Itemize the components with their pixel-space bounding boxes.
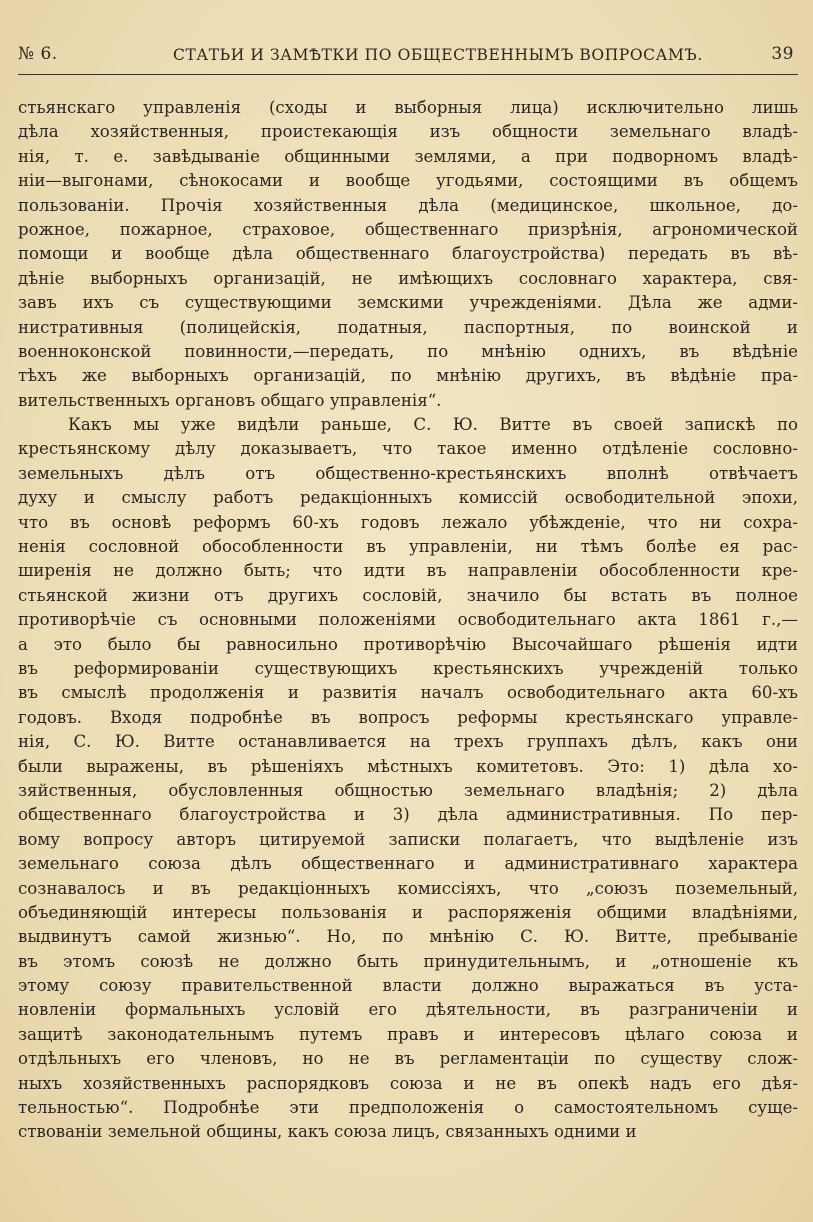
text-line: выдвинутъ самой жизнью“. Но, по мнѣнію С. Ю. Витте, пребываніе (18, 927, 798, 947)
text-line: годовъ. Входя подробнѣе въ вопросъ реформы крестьянскаго управле- (18, 707, 798, 727)
text-line: завъ ихъ съ существующими земскими учрежденіями. Дѣла же адми- (18, 293, 798, 313)
issue-number: № 6. (18, 44, 58, 64)
text-line: духу и смыслу работъ редакціонныхъ комиссій освободительной эпохи, (18, 488, 798, 508)
text-line: ніи—выгонами, сѣнокосами и вообще угодьями, состоящими въ общемъ (18, 171, 798, 191)
text-line: защитѣ законодательнымъ путемъ правъ и интересовъ цѣлаго союза и (18, 1024, 798, 1044)
text-line: въ реформированіи существующихъ крестьянскихъ учрежденій только (18, 658, 798, 678)
page-number: 39 (771, 44, 794, 64)
text-line: ныхъ хозяйственныхъ распорядковъ союза и не въ опекѣ надъ его дѣя- (18, 1073, 798, 1093)
text-line: вому вопросу авторъ цитируемой записки полагаетъ, что выдѣленіе изъ (18, 829, 798, 849)
text-line: объединяющій интересы пользованія и распоряженія общими владѣніями, (18, 902, 798, 922)
text-line: въ смыслѣ продолженія и развитія началъ освободительнаго акта 60-хъ (18, 683, 798, 703)
text-line: отдѣльныхъ его членовъ, но не въ регламентаціи по существу слож- (18, 1049, 798, 1069)
text-line: тельностью“. Подробнѣе эти предположенія о самостоятельномъ суще- (18, 1098, 798, 1118)
text-line: сознавалось и въ редакціонныхъ комиссіяхъ, что „союзъ поземельный, (18, 878, 798, 898)
text-line: стьянскаго управленія (сходы и выборныя лица) исключительно лишь (18, 98, 798, 117)
text-line: пользованіи. Прочія хозяйственныя дѣла (медицинское, школьное, до- (18, 195, 798, 215)
text-line: земельныхъ дѣлъ отъ общественно-крестьянскихъ вполнѣ отвѣчаетъ (18, 463, 798, 483)
text-line: стьянской жизни отъ другихъ сословій, значило бы встать въ полное (18, 585, 798, 605)
text-line: земельнаго союза дѣлъ общественнаго и административнаго характера (18, 854, 798, 874)
text-line: крестьянскому дѣлу доказываетъ, что такое именно отдѣленіе сословно- (18, 439, 798, 459)
text-line: нія, С. Ю. Витте останавливается на трехъ группахъ дѣлъ, какъ они (18, 732, 798, 752)
text-line: помощи и вообще дѣла общественнаго благоустройства) передать въ вѣ- (18, 244, 798, 264)
section-title: СТАТЬИ И ЗАМѢТКИ ПО ОБЩЕСТВЕННЫМЪ ВОПРОСАМЪ. (173, 46, 703, 64)
text-line: дѣніе выборныхъ организацій, не имѣющихъ сословнаго характера, свя- (18, 268, 798, 288)
text-line: новленіи формальныхъ условій его дѣятельности, въ разграниченіи и (18, 1000, 798, 1020)
article-body (18, 96, 798, 1145)
text-line: тѣхъ же выборныхъ организацій, по мнѣнію другихъ, въ вѣдѣніе пра- (18, 366, 798, 386)
text-line: Какъ мы уже видѣли раньше, С. Ю. Витте въ своей запискѣ по (68, 415, 798, 435)
text-line: ширенія не должно быть; что идти въ направленіи обособленности кре- (18, 561, 798, 581)
text-line: нистративныя (полицейскія, податныя, паспортныя, по воинской и (18, 317, 798, 337)
text-line: противорѣчіе съ основными положеніями освободительнаго акта 1861 г.,— (18, 610, 798, 630)
text-line: этому союзу правительственной власти должно выражаться въ уста- (18, 976, 798, 996)
running-header (18, 44, 798, 70)
text-line: вительственныхъ органовъ общаго управленія“. (18, 390, 442, 410)
text-line: ствованіи земельной общины, какъ союза лицъ, связанныхъ одними и (18, 1122, 637, 1142)
text-line: а это было бы равносильно противорѣчію Высочайшаго рѣшенія идти (18, 634, 798, 654)
text-line: рожное, пожарное, страховое, общественнаго призрѣнія, агрономической (18, 219, 798, 239)
text-line: были выражены, въ рѣшеніяхъ мѣстныхъ комитетовъ. Это: 1) дѣла хо- (18, 756, 798, 776)
text-line: дѣла хозяйственныя, проистекающія изъ общности земельнаго владѣ- (18, 122, 798, 142)
header-rule (18, 74, 798, 75)
text-line: зяйственныя, обусловленныя общностью земельнаго владѣнія; 2) дѣла (18, 780, 798, 800)
text-line: въ этомъ союзѣ не должно быть принудительнымъ, и „отношеніе къ (18, 951, 798, 971)
text-line: ненія сословной обособленности въ управленіи, ни тѣмъ болѣе ея рас- (18, 537, 798, 557)
text-line: нія, т. е. завѣдываніе общинными землями, а при подворномъ владѣ- (18, 146, 798, 166)
text-line: общественнаго благоустройства и 3) дѣла административныя. По пер- (18, 805, 798, 825)
text-line: военноконской повинности,—передать, по мнѣнію однихъ, въ вѣдѣніе (18, 341, 798, 361)
text-line: что въ основѣ реформъ 60-хъ годовъ лежало убѣжденіе, что ни сохра- (18, 512, 798, 532)
